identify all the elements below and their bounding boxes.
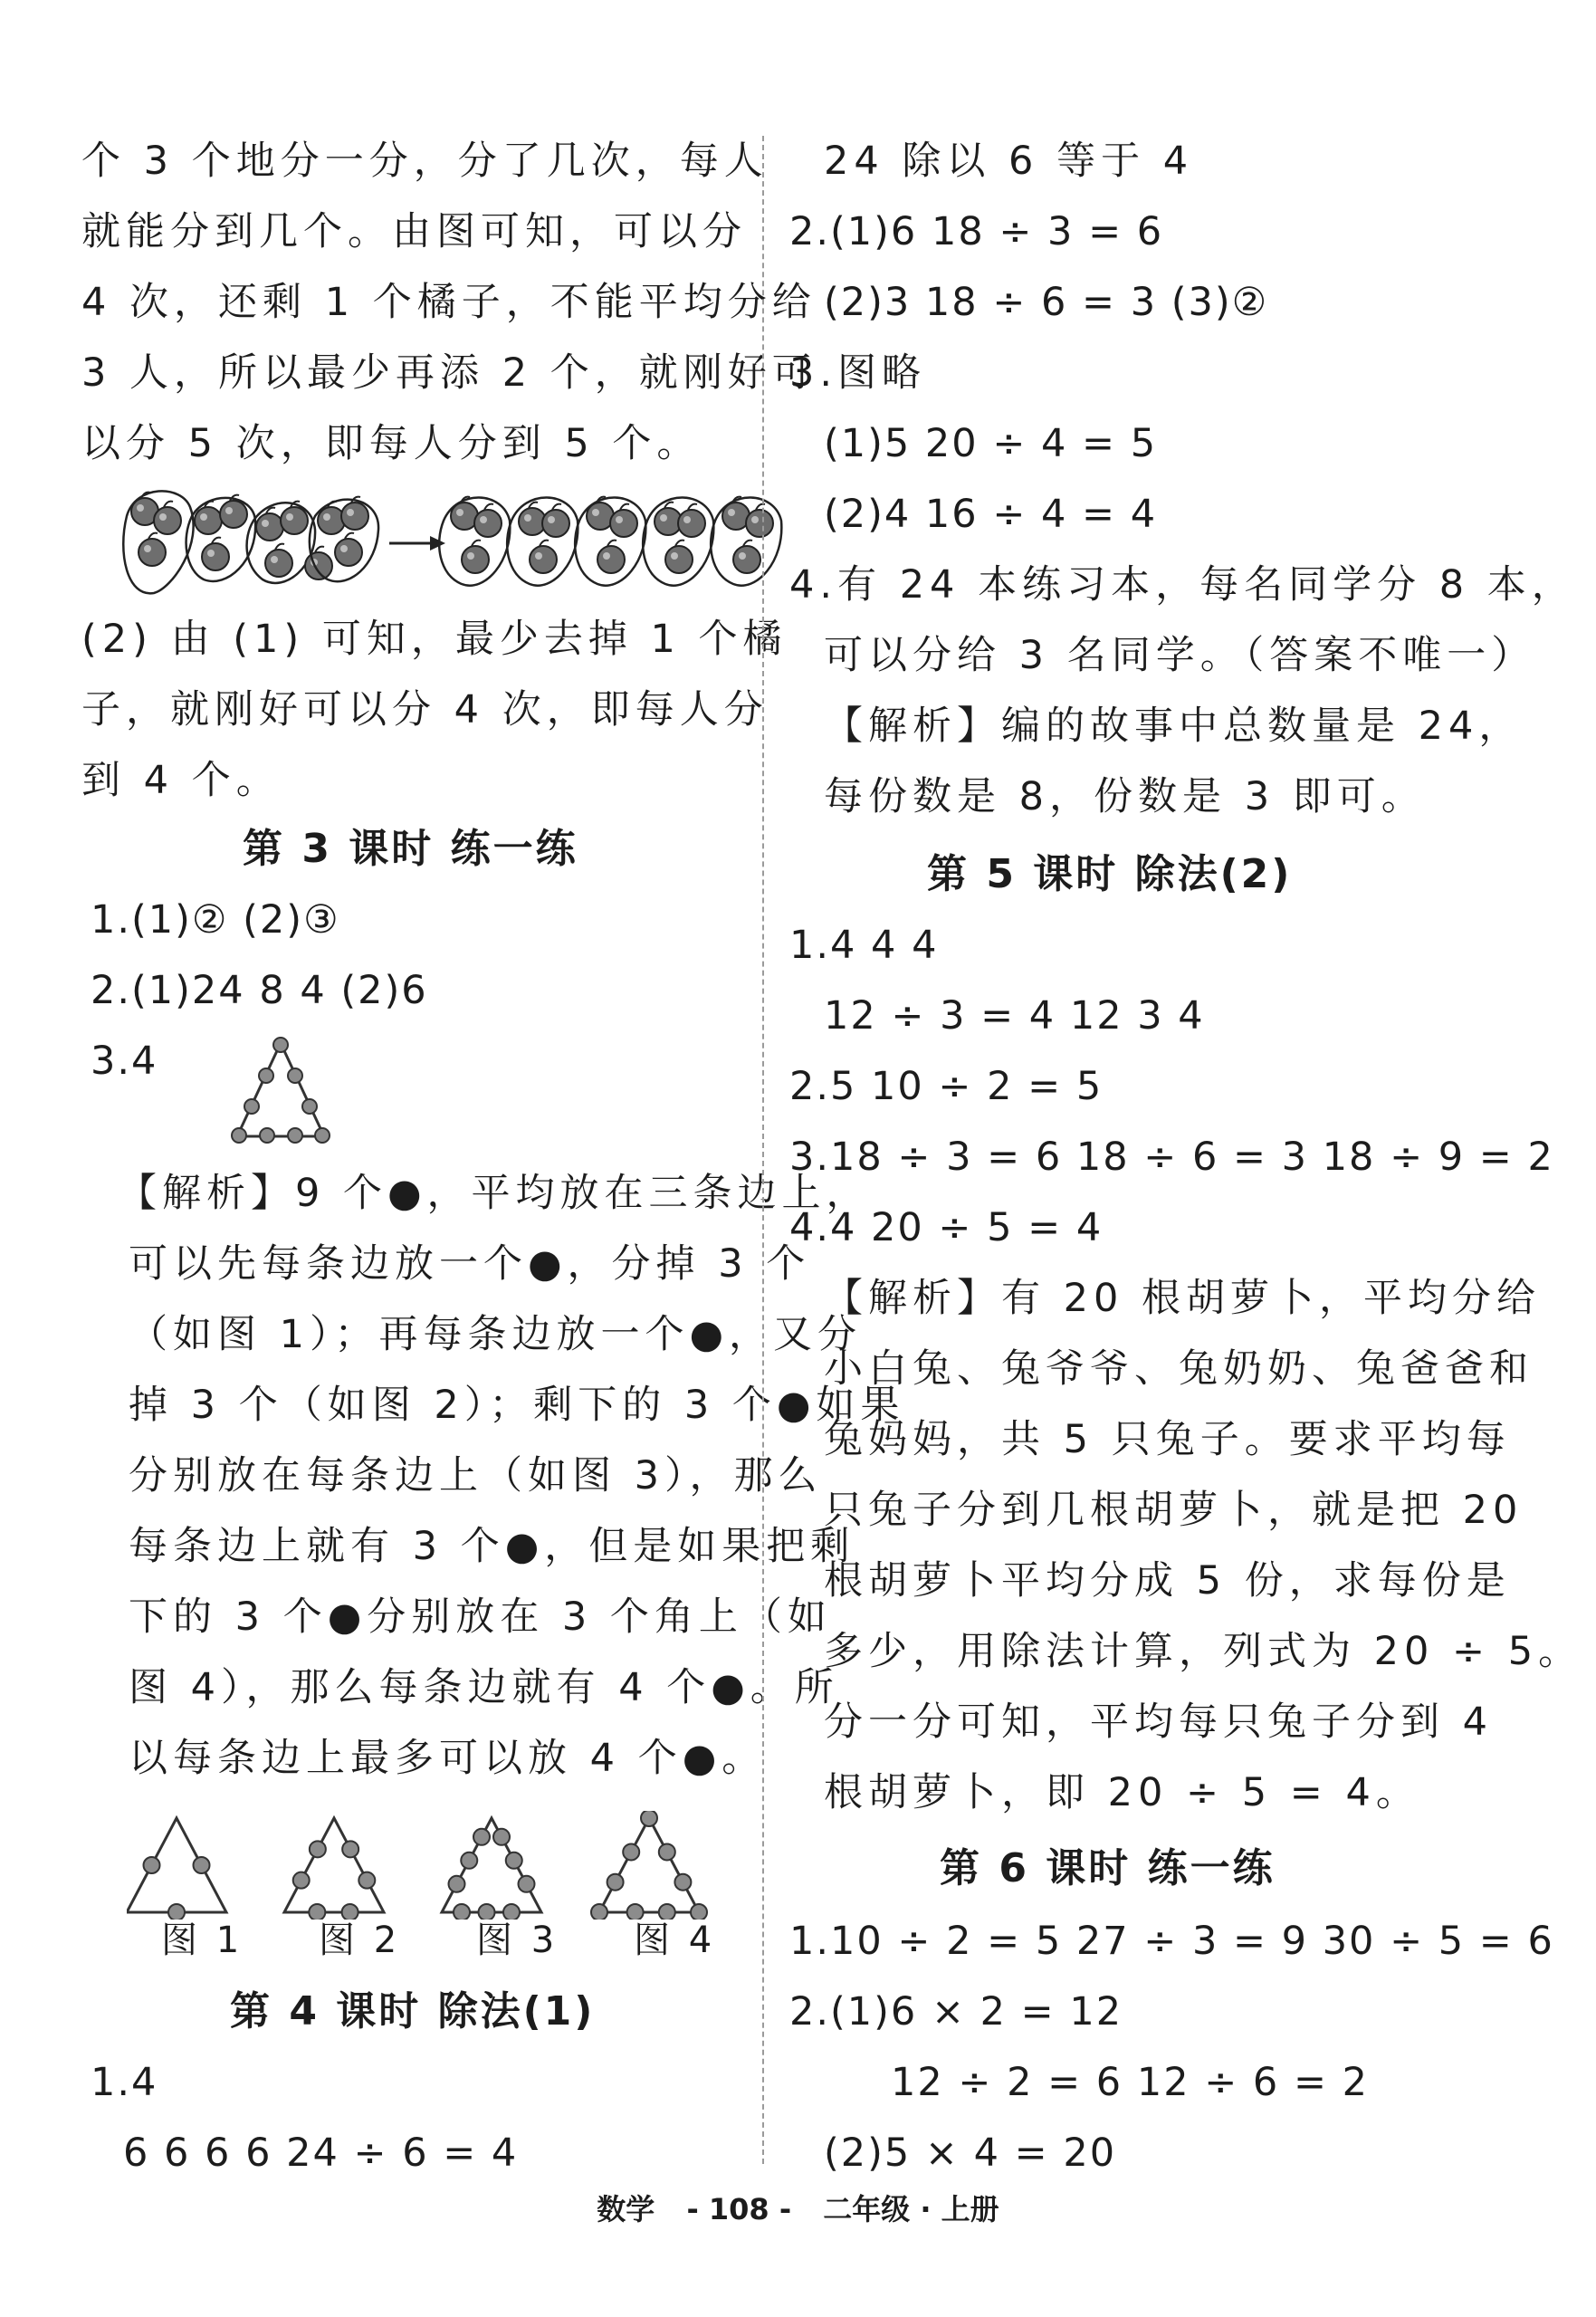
page-number: - 108 - (686, 2192, 792, 2226)
lesson-title: 第 5 课时 除法(2) (927, 851, 1293, 897)
tangerine-icon (655, 503, 682, 535)
dot-icon (659, 1843, 675, 1860)
answer-line: 2.5 10 ÷ 2 = 5 (789, 1064, 1104, 1109)
triangle-outline (284, 1818, 384, 1912)
analysis-line: 图 4），那么每条边就有 4 个●。所 (129, 1665, 839, 1710)
analysis-line: 分别放在每条边上（如图 3），那么 (129, 1453, 823, 1498)
tangerine-icon (678, 504, 705, 537)
text-line: 3 人，所以最少再添 2 个，就刚好可 (81, 350, 817, 396)
tangerine-icon (597, 541, 625, 573)
dot-icon (674, 1874, 691, 1891)
triangle-figures-svg (127, 1811, 779, 1920)
text-line: (2) 由 (1) 可知，最少去掉 1 个橘 (81, 617, 788, 662)
text-line: 24 除以 6 等于 4 (824, 139, 1194, 184)
figure-label: 图 2 (319, 1920, 401, 1961)
tangerine-icon (220, 495, 247, 528)
tangerine-icon (195, 502, 222, 534)
analysis-line: 可以先每条边放一个●，分掉 3 个 (129, 1241, 811, 1287)
column-divider (762, 136, 764, 2164)
text-line: 就能分到几个。由图可知，可以分 (81, 209, 747, 254)
dot-icon (358, 1872, 375, 1889)
dot-icon (342, 1841, 358, 1857)
tangerine-icon (265, 544, 292, 577)
tangerine-icon (341, 497, 368, 530)
tangerine-icon (519, 503, 546, 535)
dot-icon (293, 1872, 310, 1889)
analysis-line: 以每条边上最多可以放 4 个●。 (129, 1736, 767, 1781)
analysis-line: 分一分可知，平均每只兔子分到 4 (824, 1699, 1494, 1745)
tangerine-icon (281, 502, 308, 534)
answer-line: 12 ÷ 3 = 4 12 3 4 (824, 993, 1205, 1039)
dot-icon (607, 1874, 624, 1891)
text-line: 4 次，还剩 1 个橘子，不能平均分给 (81, 280, 817, 325)
tangerine-icon (530, 541, 557, 573)
answer-line: 12 ÷ 2 = 6 12 ÷ 6 = 2 (891, 2060, 1369, 2105)
dot-icon (449, 1876, 465, 1892)
dot-icon (493, 1829, 510, 1845)
footer-subject: 数学 (597, 2192, 655, 2226)
triangle-figures (127, 1811, 779, 1961)
lesson-title: 第 3 课时 练一练 (243, 826, 578, 872)
dot-icon (591, 1904, 607, 1920)
analysis-line: 每份数是 8，份数是 3 即可。 (824, 774, 1426, 819)
figure-label: 图 1 (161, 1920, 244, 1961)
answer-line: 1.4 (91, 2060, 158, 2105)
triangle-outline (599, 1818, 699, 1912)
triangle-outline (442, 1818, 541, 1912)
dot-icon (473, 1829, 490, 1845)
tangerine-icon (202, 538, 229, 570)
answer-line: 2.(1)24 8 4 (2)6 (91, 968, 428, 1013)
answer-line: 1.4 4 4 (789, 923, 939, 968)
dot-icon (519, 1876, 535, 1892)
analysis-line: 根胡萝卜平均分成 5 份，求每份是 (824, 1558, 1511, 1604)
analysis-line: 多少，用除法计算，列式为 20 ÷ 5。 (824, 1629, 1583, 1674)
analysis-line: 下的 3 个●分别放在 3 个角上（如 (129, 1594, 832, 1640)
answer-line: 3.4 (91, 1039, 158, 1084)
dot-triangle-icon (226, 1032, 335, 1150)
dot-icon (144, 1857, 160, 1873)
figure-label: 图 4 (634, 1920, 716, 1961)
answer-line: 2.(1)6 × 2 = 12 (789, 1989, 1123, 2035)
figure-label: 图 3 (476, 1920, 559, 1961)
answer-line: 1.(1)② (2)③ (91, 897, 340, 943)
lesson-title: 第 4 课时 除法(1) (230, 1988, 596, 2035)
tangerine-icon (610, 504, 637, 537)
text-line: 子，就刚好可以分 4 次，即每人分 (81, 687, 769, 732)
text-line: 个 3 个地分一分，分了几次，每人 (81, 139, 769, 184)
answer-line: 1.10 ÷ 2 = 5 27 ÷ 3 = 9 30 ÷ 5 = 6 (789, 1919, 1554, 1964)
dot-icon (461, 1853, 477, 1869)
tangerine-icon (139, 533, 166, 566)
analysis-line: 只兔子分到几根胡萝卜，就是把 20 (824, 1488, 1524, 1533)
page-footer (0, 2187, 1596, 2232)
analysis-line: 【解析】编的故事中总数量是 24， (824, 704, 1524, 749)
tangerine-icon (462, 541, 489, 573)
tangerine-icon (335, 533, 362, 566)
answer-line: 4.4 20 ÷ 5 = 4 (789, 1205, 1104, 1250)
lesson-title: 第 6 课时 练一练 (940, 1845, 1276, 1891)
tangerine-svg (118, 480, 806, 625)
text-line: 到 4 个。 (81, 758, 281, 803)
footer-grade: 二年级 · 上册 (823, 2192, 999, 2226)
answer-line: (1)5 20 ÷ 4 = 5 (824, 421, 1158, 466)
dot-icon (454, 1904, 470, 1920)
text-line: 以分 5 次，即每人分到 5 个。 (81, 421, 702, 466)
analysis-line: 【解析】9 个●，平均放在三条边上， (118, 1171, 871, 1216)
analysis-line: 掉 3 个（如图 2）；剩下的 3 个●如果 (129, 1383, 905, 1428)
dot-icon (310, 1841, 326, 1857)
analysis-line: 根胡萝卜，即 20 ÷ 5 = 4。 (824, 1770, 1420, 1815)
analysis-line: 每条边上就有 3 个●，但是如果把剩 (129, 1524, 855, 1569)
tangerine-icon (474, 504, 502, 537)
answer-line: (2)5 × 4 = 20 (824, 2130, 1117, 2176)
arrow-right-icon (389, 536, 445, 551)
analysis-line: （如图 1）；再每条边放一个●，又分 (129, 1312, 863, 1357)
tangerine-icon (746, 504, 773, 537)
analysis-line: 【解析】有 20 根胡萝卜，平均分给 (824, 1276, 1542, 1321)
answer-line: 可以分给 3 名同学。（答案不唯一） (824, 633, 1536, 678)
analysis-line: 小白兔、兔爷爷、兔奶奶、兔爸爸和 (824, 1346, 1534, 1392)
answer-line: (2)3 18 ÷ 6 = 3 (3)② (824, 280, 1269, 325)
answer-line: 4.有 24 本练习本，每名同学分 8 本， (789, 562, 1576, 608)
tangerine-grouping-figure (118, 480, 806, 625)
dot-icon (641, 1811, 657, 1826)
answer-line: 6 6 6 6 24 ÷ 6 = 4 (123, 2130, 519, 2176)
triangle-outline (127, 1818, 226, 1912)
answer-line: 3.图略 (789, 350, 927, 396)
answer-line: 3.18 ÷ 3 = 6 18 ÷ 6 = 3 18 ÷ 9 = 2 (789, 1135, 1554, 1180)
tangerine-icon (665, 541, 693, 573)
dot-icon (506, 1853, 522, 1869)
tangerine-icon (542, 504, 569, 537)
dot-icon (623, 1843, 639, 1860)
answer-line: 2.(1)6 18 ÷ 3 = 6 (789, 209, 1164, 254)
answer-line: (2)4 16 ÷ 4 = 4 (824, 492, 1158, 537)
analysis-line: 兔妈妈，共 5 只兔子。要求平均每 (824, 1417, 1511, 1462)
tangerine-icon (733, 541, 760, 573)
dot-icon (194, 1857, 210, 1873)
